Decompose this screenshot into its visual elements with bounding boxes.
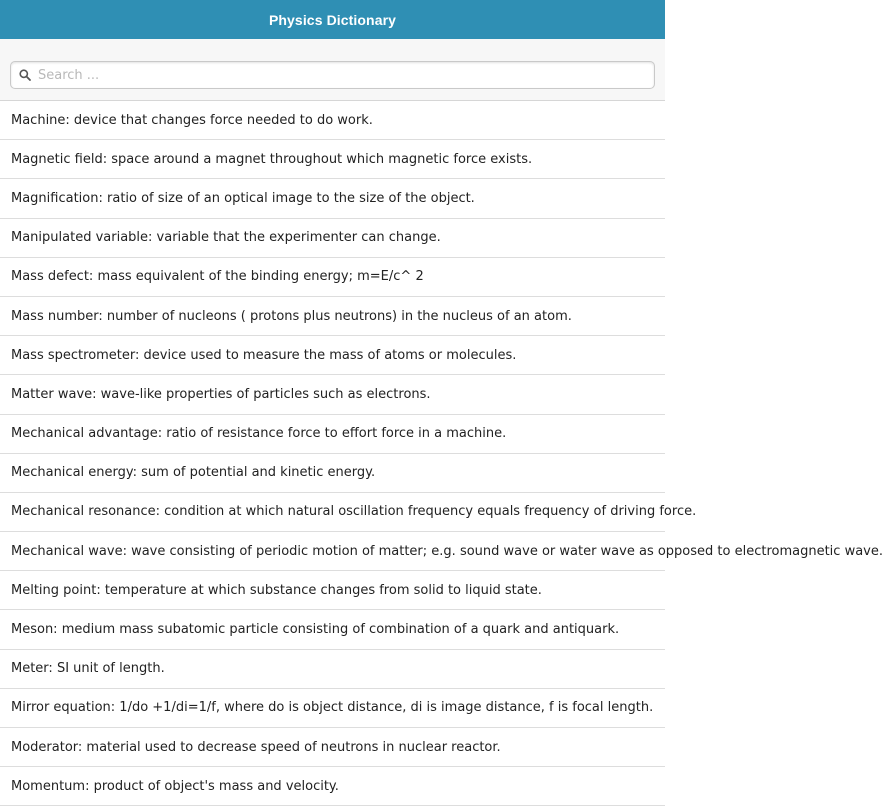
entry-text: Mirror equation: 1/do +1/di=1/f, where do is object distance, di is image distance, f is focal length. — [11, 700, 654, 716]
entry-text: Mechanical wave: wave consisting of periodic motion of matter; e.g. sound wave or water wave as opposed to electromagnetic wave. — [11, 543, 883, 559]
entry-text: Magnetic field: space around a magnet throughout which magnetic force exists. — [11, 151, 533, 167]
search-icon — [18, 68, 32, 82]
entry-text: Magnification: ratio of size of an optical image to the size of the object. — [11, 190, 475, 206]
list-item[interactable] — [0, 610, 665, 649]
entry-text: Mechanical resonance: condition at which natural oscillation frequency equals frequency of driving force. — [11, 504, 697, 520]
entry-text: Meter: SI unit of length. — [11, 661, 165, 677]
list-item[interactable] — [0, 219, 665, 258]
list-item[interactable] — [0, 297, 665, 336]
list-item[interactable] — [0, 101, 665, 140]
list-item[interactable] — [0, 689, 665, 728]
list-item[interactable] — [0, 728, 665, 767]
list-item[interactable] — [0, 415, 665, 454]
entry-text: Mass number: number of nucleons ( protons plus neutrons) in the nucleus of an atom. — [11, 308, 572, 324]
list-item[interactable] — [0, 493, 697, 532]
search-input[interactable] — [38, 63, 654, 87]
entry-text: Melting point: temperature at which substance changes from solid to liquid state. — [11, 582, 542, 598]
list-item[interactable] — [0, 375, 665, 414]
entry-text: Matter wave: wave-like properties of particles such as electrons. — [11, 386, 431, 402]
entry-text: Manipulated variable: variable that the experimenter can change. — [11, 230, 441, 246]
list-item[interactable] — [0, 258, 665, 297]
list-item[interactable] — [0, 336, 665, 375]
entry-text: Machine: device that changes force needed to do work. — [11, 112, 373, 128]
entry-text: Momentum: product of object's mass and velocity. — [11, 778, 339, 794]
list-item[interactable] — [0, 140, 665, 179]
list-item[interactable] — [0, 454, 665, 493]
search-bar — [0, 39, 665, 101]
list-item[interactable] — [0, 571, 665, 610]
entry-text: Mass spectrometer: device used to measure the mass of atoms or molecules. — [11, 347, 517, 363]
page-title: Physics Dictionary — [268, 11, 397, 28]
entry-text: Moderator: material used to decrease speed of neutrons in nuclear reactor. — [11, 739, 501, 755]
entry-text: Mass defect: mass equivalent of the binding energy; m=E/c^ 2 — [11, 269, 424, 285]
dictionary-list — [0, 101, 883, 806]
list-item[interactable] — [0, 650, 665, 689]
entry-text: Meson: medium mass subatomic particle consisting of combination of a quark and antiquark. — [11, 622, 620, 638]
list-item[interactable] — [0, 767, 665, 806]
search-box[interactable] — [10, 61, 655, 89]
list-item[interactable] — [0, 532, 883, 571]
entry-text: Mechanical energy: sum of potential and kinetic energy. — [11, 465, 376, 481]
entry-text: Mechanical advantage: ratio of resistance force to effort force in a machine. — [11, 426, 507, 442]
app-header — [0, 0, 665, 39]
list-item[interactable] — [0, 179, 665, 218]
